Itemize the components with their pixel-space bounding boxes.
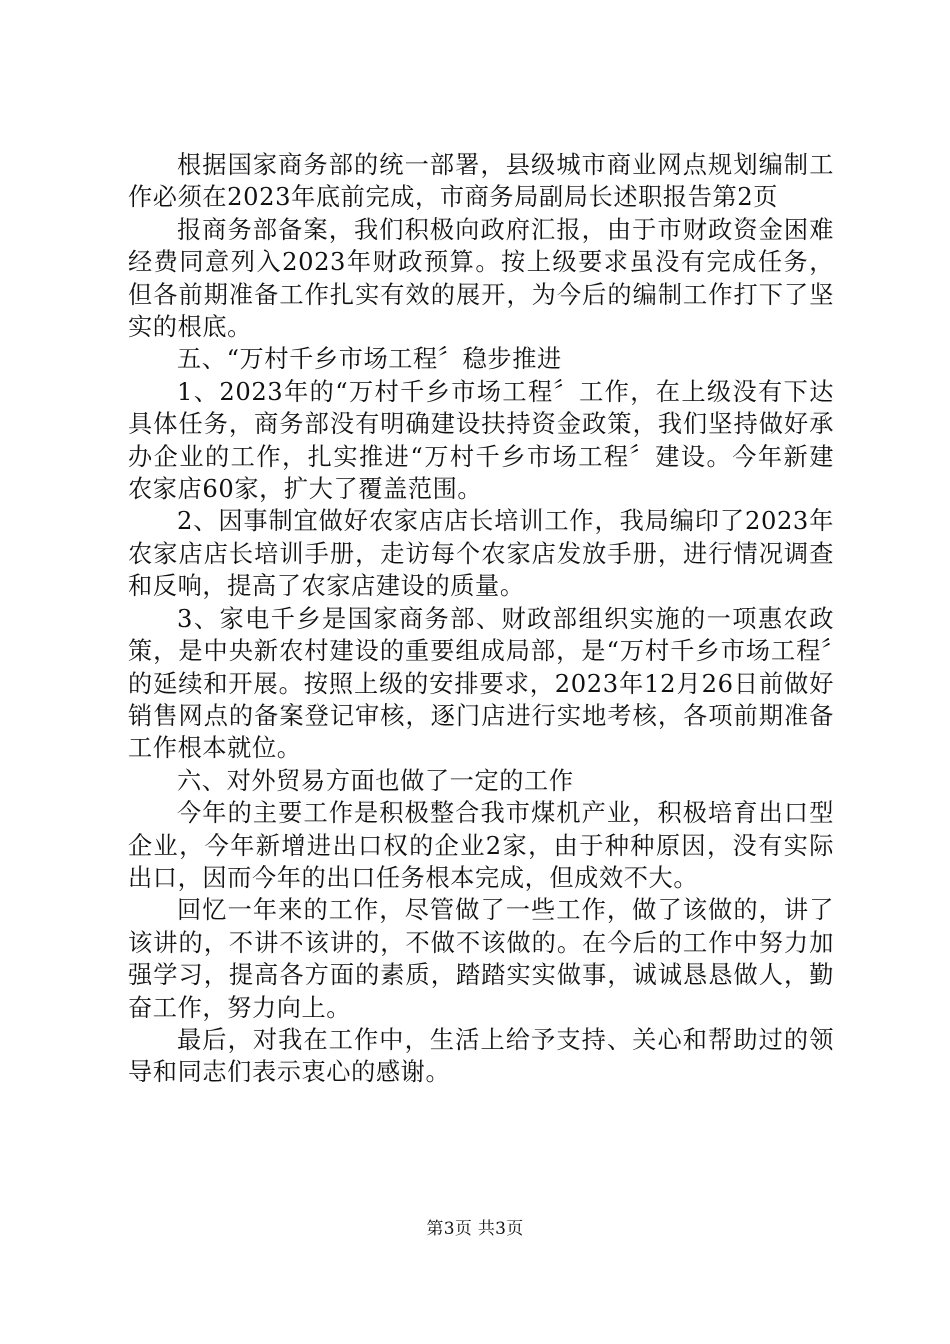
paragraph-planning-intro: 根据国家商务部的统一部署，县级城市商业网点规划编制工作必须在2023年底前完成，市商务局副局长述职报告第2页 [128, 151, 834, 212]
paragraph-item-1: 1、2023年的“万村千乡市场工程〞工作，在上级没有下达具体任务，商务部没有明确建设扶持资金政策，我们坚持做好承办企业的工作，扎实推进“万村千乡市场工程〞建设。今年新建农家店60家，扩大了覆盖范围。 [128, 377, 834, 504]
paragraph-item-3: 3、家电千乡是国家商务部、财政部组织实施的一项惠农政策，是中央新农村建设的重要组成局部，是“万村千乡市场工程〞的延续和开展。按照上级的安排要求，2023年12月26日前做好销售网点的备案登记审核，逐门店进行实地考核，各项前期准备工作根本就位。 [128, 604, 834, 763]
paragraph-planning-report: 报商务部备案，我们积极向政府汇报，由于市财政资金困难经费同意列入2023年财政预算。按上级要求虽没有完成任务，但各前期准备工作扎实有效的展开，为今后的编制工作打下了坚实的根底。 [128, 215, 834, 342]
paragraph-foreign-trade: 今年的主要工作是积极整合我市煤机产业，积极培育出口型企业，今年新增进出口权的企业2家，由于种种原因，没有实际出口，因而今年的出口任务根本完成，但成效不大。 [128, 799, 834, 892]
section-heading-foreign-trade: 六、对外贸易方面也做了一定的工作 [177, 766, 574, 795]
paragraph-thanks: 最后，对我在工作中，生活上给予支持、关心和帮助过的领导和同志们表示衷心的感谢。 [128, 1025, 834, 1087]
paragraph-reflection: 回忆一年来的工作，尽管做了一些工作，做了该做的，讲了该讲的，不讲不该讲的，不做不该做的。在今后的工作中努力加强学习，提高各方面的素质，踏踏实实做事，诚诚恳恳做人，勤奋工作，努力向上。 [128, 896, 834, 1022]
paragraph-item-2: 2、因事制宜做好农家店店长培训工作，我局编印了2023年农家店店长培训手册，走访每个农家店发放手册，进行情况调查和反响，提高了农家店建设的质量。 [128, 507, 834, 601]
document-body [128, 149, 834, 1089]
page-footer [0, 1219, 950, 1239]
section-heading-market-project: 五、“万村千乡市场工程〞稳步推进 [177, 345, 562, 374]
page-number-label: 第3页 共3页 [426, 1219, 524, 1239]
